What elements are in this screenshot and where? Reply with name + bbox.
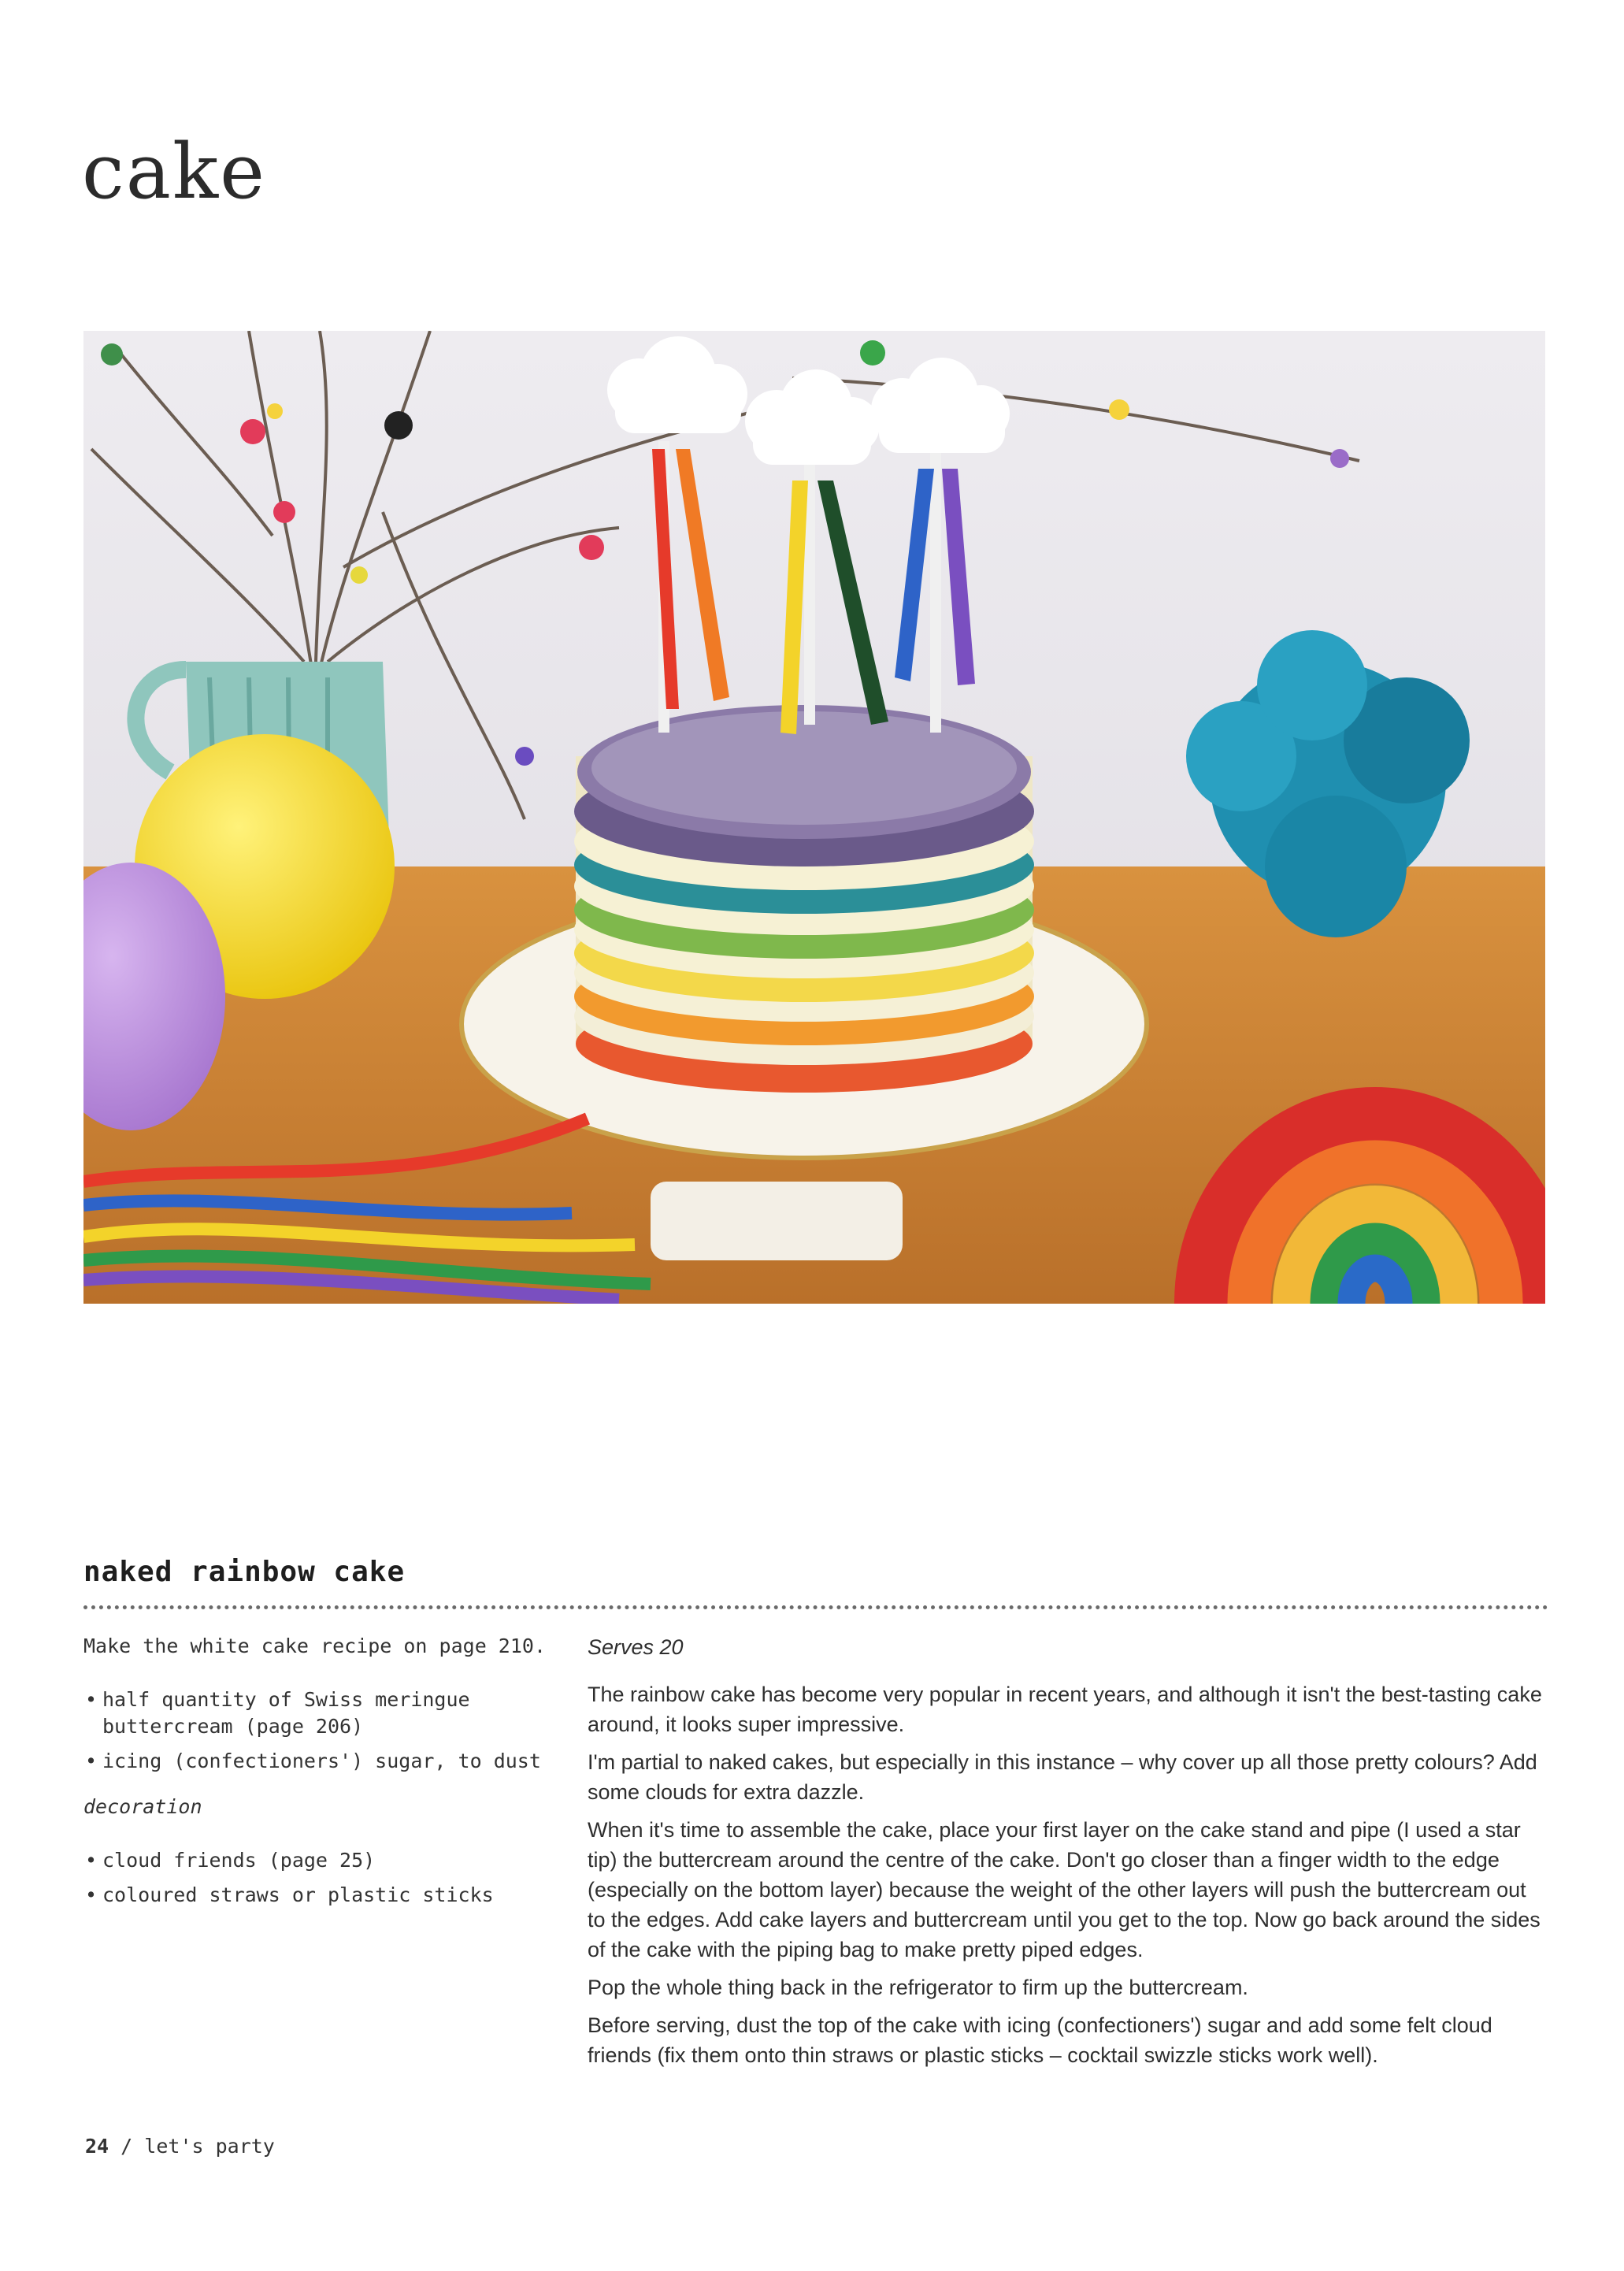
photo-illustration [83, 331, 1545, 1304]
decoration-list [83, 1847, 548, 1909]
footer-separator: / [121, 2135, 133, 2158]
recipe-title: naked rainbow cake [83, 1556, 406, 1588]
decoration-heading: decoration [83, 1795, 202, 1818]
recipe-intro: Make the white cake recipe on page 210. [83, 1635, 546, 1657]
ingredients-column [83, 1633, 548, 1928]
ingredient-item: • half quantity of Swiss meringue buttercream (page 206) [83, 1687, 548, 1740]
serves-label: Serves 20 [588, 1635, 684, 1659]
rainbow-cake-photo [83, 331, 1545, 1304]
method-column [588, 1632, 1548, 2078]
decoration-item: • coloured straws or plastic sticks [83, 1882, 548, 1909]
page-number: 24 [85, 2135, 109, 2158]
method-paragraph: Pop the whole thing back in the refrigerator to firm up the buttercream. [588, 1976, 1248, 1999]
ingredients-list [83, 1687, 548, 1775]
decoration-item: • cloud friends (page 25) [83, 1847, 548, 1874]
method-paragraph: The rainbow cake has become very popular in recent years, and although it isn't the best-tasting cake around, it looks super impressive. [588, 1683, 1542, 1736]
method-paragraph: Before serving, dust the top of the cake with icing (confectioners') sugar and add some felt cloud friends (fix them onto thin straws or plastic sticks – cocktail swizzle sticks work well). [588, 2013, 1492, 2067]
method-paragraph: When it's time to assemble the cake, place your first layer on the cake stand and pipe (I used a star tip) the buttercream around the centre of the cake. Don't go closer than a finger width to the edge (especially on the bottom layer) because the weight of the other layers will push the buttercream out to the edges. Add cake layers and buttercream until you get to the top. Now go back around the sides of the cake with the piping bag to make pretty piped edges. [588, 1818, 1541, 1961]
dotted-divider [83, 1605, 1548, 1609]
stacking-rainbow [1202, 1115, 1545, 1304]
ingredient-item: • icing (confectioners') sugar, to dust [83, 1748, 548, 1775]
page-footer [85, 2135, 275, 2158]
cake [574, 705, 1034, 1093]
page-title: cake [82, 128, 266, 216]
section-name: let's party [144, 2135, 275, 2158]
method-paragraph: I'm partial to naked cakes, but especially in this instance – why cover up all those pretty colours? Add some clouds for extra dazzle. [588, 1750, 1537, 1804]
